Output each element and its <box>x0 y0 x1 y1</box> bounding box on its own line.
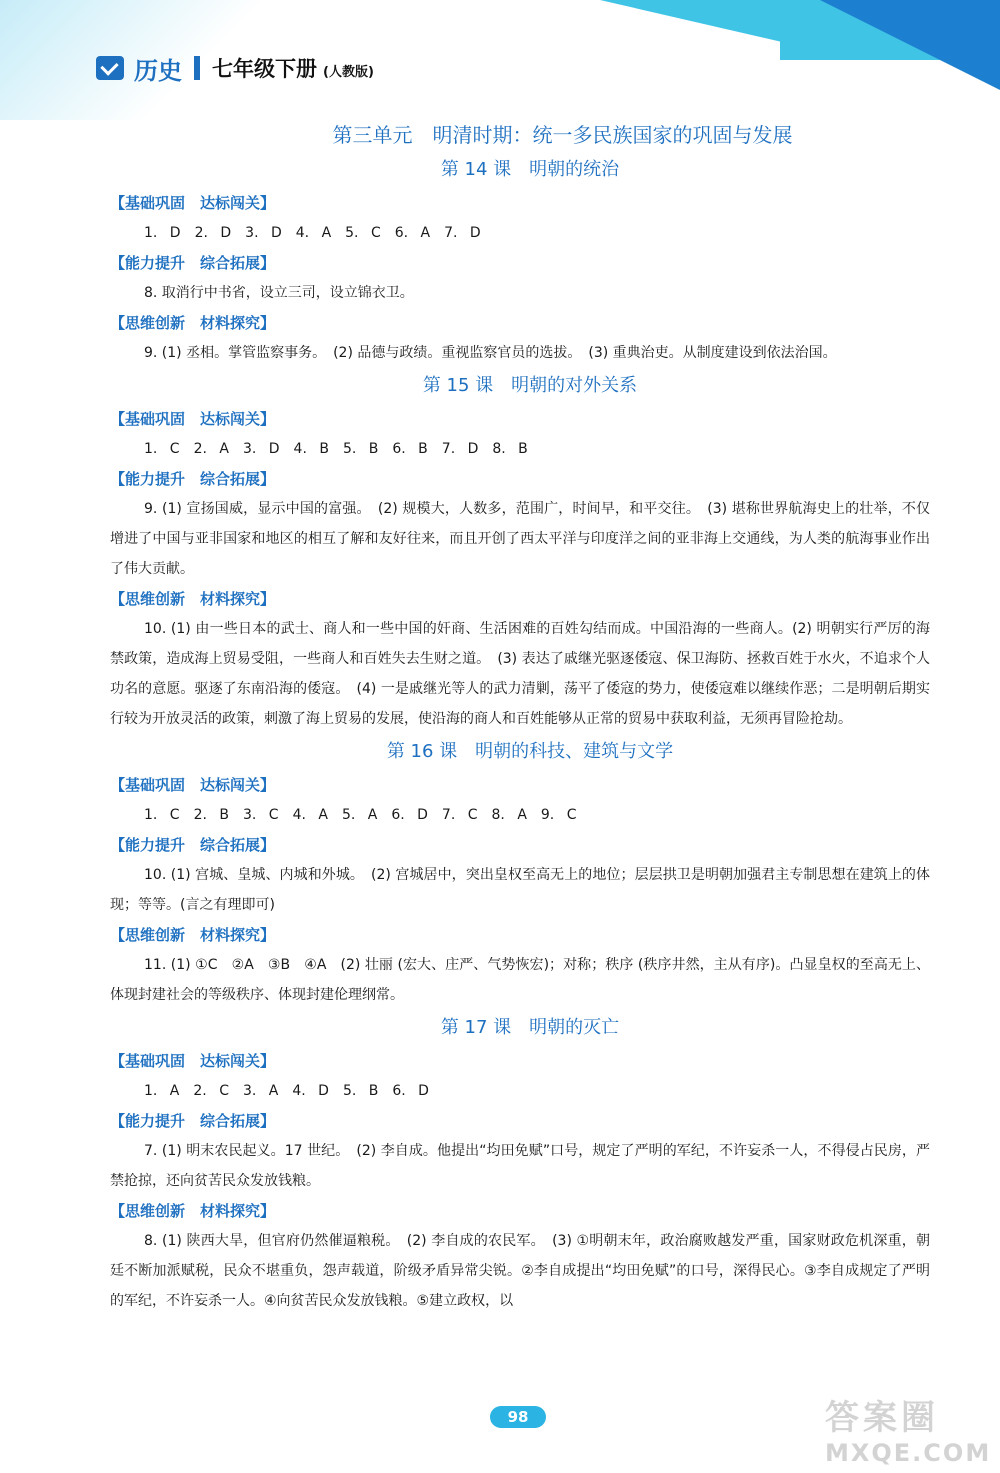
answer-paragraph: 8. 取消行中书省，设立三司，设立锦衣卫。 <box>144 285 414 301</box>
lesson-16 <box>110 734 930 1010</box>
grade-title: 七年级下册 <box>212 57 317 81</box>
check-logo-icon <box>96 56 124 80</box>
lesson-14 <box>110 152 930 368</box>
edition-label: (人教版) <box>323 64 374 80</box>
lesson-title: 第 17 课 明朝的灭亡 <box>440 1017 620 1038</box>
header-divider <box>194 56 200 80</box>
running-header <box>96 52 374 84</box>
answer-line: 1. D 2. D 3. D 4. A 5. C 6. A 7. D <box>144 225 481 241</box>
answer-paragraph: 11. (1) ①C ②A ③B ④A (2) 壮丽 (宏大、庄严、气势恢宏)；对称；秩序 (秩序井然，主从有序)。凸显皇权的至高无上、体现封建社会的等级秩序、体现封建伦理纲常。 <box>110 957 930 1003</box>
section-label: 【基础巩固 达标闯关】 <box>110 194 276 212</box>
section-label: 【能力提升 综合拓展】 <box>110 470 276 488</box>
unit-title: 第三单元 明清时期：统一多民族国家的巩固与发展 <box>332 123 793 147</box>
section-label: 【基础巩固 达标闯关】 <box>110 410 276 428</box>
answer-paragraph: 9. (1) 宣扬国威，显示中国的富强。 (2) 规模大，人数多，范围广，时间早，和平交往。 (3) 堪称世界航海史上的壮举，不仅增进了中国与亚非国家和地区的相互了解和友好往来，而且开创了西太平洋与印度洋之间的亚非海上交通线，为人类的航海事业作出了伟大贡献。 <box>110 501 930 577</box>
header-triangle-dark <box>820 0 1000 90</box>
section-label: 【思维创新 材料探究】 <box>110 314 276 332</box>
answer-line: 1. A 2. C 3. A 4. D 5. B 6. D <box>144 1083 429 1099</box>
section-label: 【思维创新 材料探究】 <box>110 590 276 608</box>
lesson-15 <box>110 368 930 734</box>
answer-paragraph: 10. (1) 宫城、皇城、内城和外城。 (2) 宫城居中，突出皇权至高无上的地位；层层拱卫是明朝加强君主专制思想在建筑上的体现；等等。(言之有理即可) <box>110 867 930 913</box>
answer-paragraph: 8. (1) 陕西大旱，但官府仍然催逼粮税。 (2) 李自成的农民军。 (3) ①明朝末年，政治腐败越发严重，国家财政危机深重，朝廷不断加派赋税，民众不堪重负，怨声载道，阶级矛盾异常尖锐。②李自成提出“均田免赋”的口号，深得民心。③李自成规定了严明的军纪，不许妄杀一人。④向贫苦民众发放钱粮。⑤建立政权，以 <box>110 1233 930 1309</box>
section-label: 【思维创新 材料探究】 <box>110 926 276 944</box>
answer-paragraph: 10. (1) 由一些日本的武士、商人和一些中国的奸商、生活困难的百姓勾结而成。中国沿海的一些商人。(2) 明朝实行严厉的海禁政策，造成海上贸易受阻，一些商人和百姓失去生财之道。 (3) 表达了戚继光驱逐倭寇、保卫海防、拯救百姓于水火，不追求个人功名的意愿。驱逐了东南沿海的倭寇。 (4) 一是戚继光等人的武力清剿，荡平了倭寇的势力，使倭寇难以继续作恶；二是明朝后期实行较为开放灵活的政策，刺激了海上贸易的发展，使沿海的商人和百姓能够从正常的贸易中获取利益，无须再冒险抢劫。 <box>110 621 930 727</box>
section-label: 【能力提升 综合拓展】 <box>110 254 276 272</box>
watermark-logo-text: 答案圈 <box>825 1398 939 1438</box>
lesson-17 <box>110 1010 930 1316</box>
lesson-title: 第 15 课 明朝的对外关系 <box>422 375 638 396</box>
answer-content <box>110 118 930 1316</box>
watermark <box>825 1390 995 1470</box>
section-label: 【能力提升 综合拓展】 <box>110 836 276 854</box>
subject-title: 历史 <box>134 56 182 85</box>
lesson-title: 第 16 课 明朝的科技、建筑与文学 <box>386 741 674 762</box>
watermark-url: MXQE.COM <box>825 1439 992 1467</box>
lesson-title: 第 14 课 明朝的统治 <box>440 159 620 180</box>
answer-line: 1. C 2. B 3. C 4. A 5. A 6. D 7. C 8. A 9. C <box>144 807 577 823</box>
section-label: 【能力提升 综合拓展】 <box>110 1112 276 1130</box>
section-label: 【思维创新 材料探究】 <box>110 1202 276 1220</box>
answer-line: 1. C 2. A 3. D 4. B 5. B 6. B 7. D 8. B <box>144 441 528 457</box>
answer-paragraph: 7. (1) 明末农民起义。17 世纪。 (2) 李自成。他提出“均田免赋”口号，规定了严明的军纪，不许妄杀一人，不得侵占民房，严禁抢掠，还向贫苦民众发放钱粮。 <box>110 1143 930 1189</box>
section-label: 【基础巩固 达标闯关】 <box>110 776 276 794</box>
section-label: 【基础巩固 达标闯关】 <box>110 1052 276 1070</box>
answer-paragraph: 9. (1) 丞相。掌管监察事务。 (2) 品德与政绩。重视监察官员的选拔。 (3) 重典治吏。从制度建设到依法治国。 <box>144 345 837 361</box>
page-number: 98 <box>490 1406 546 1428</box>
